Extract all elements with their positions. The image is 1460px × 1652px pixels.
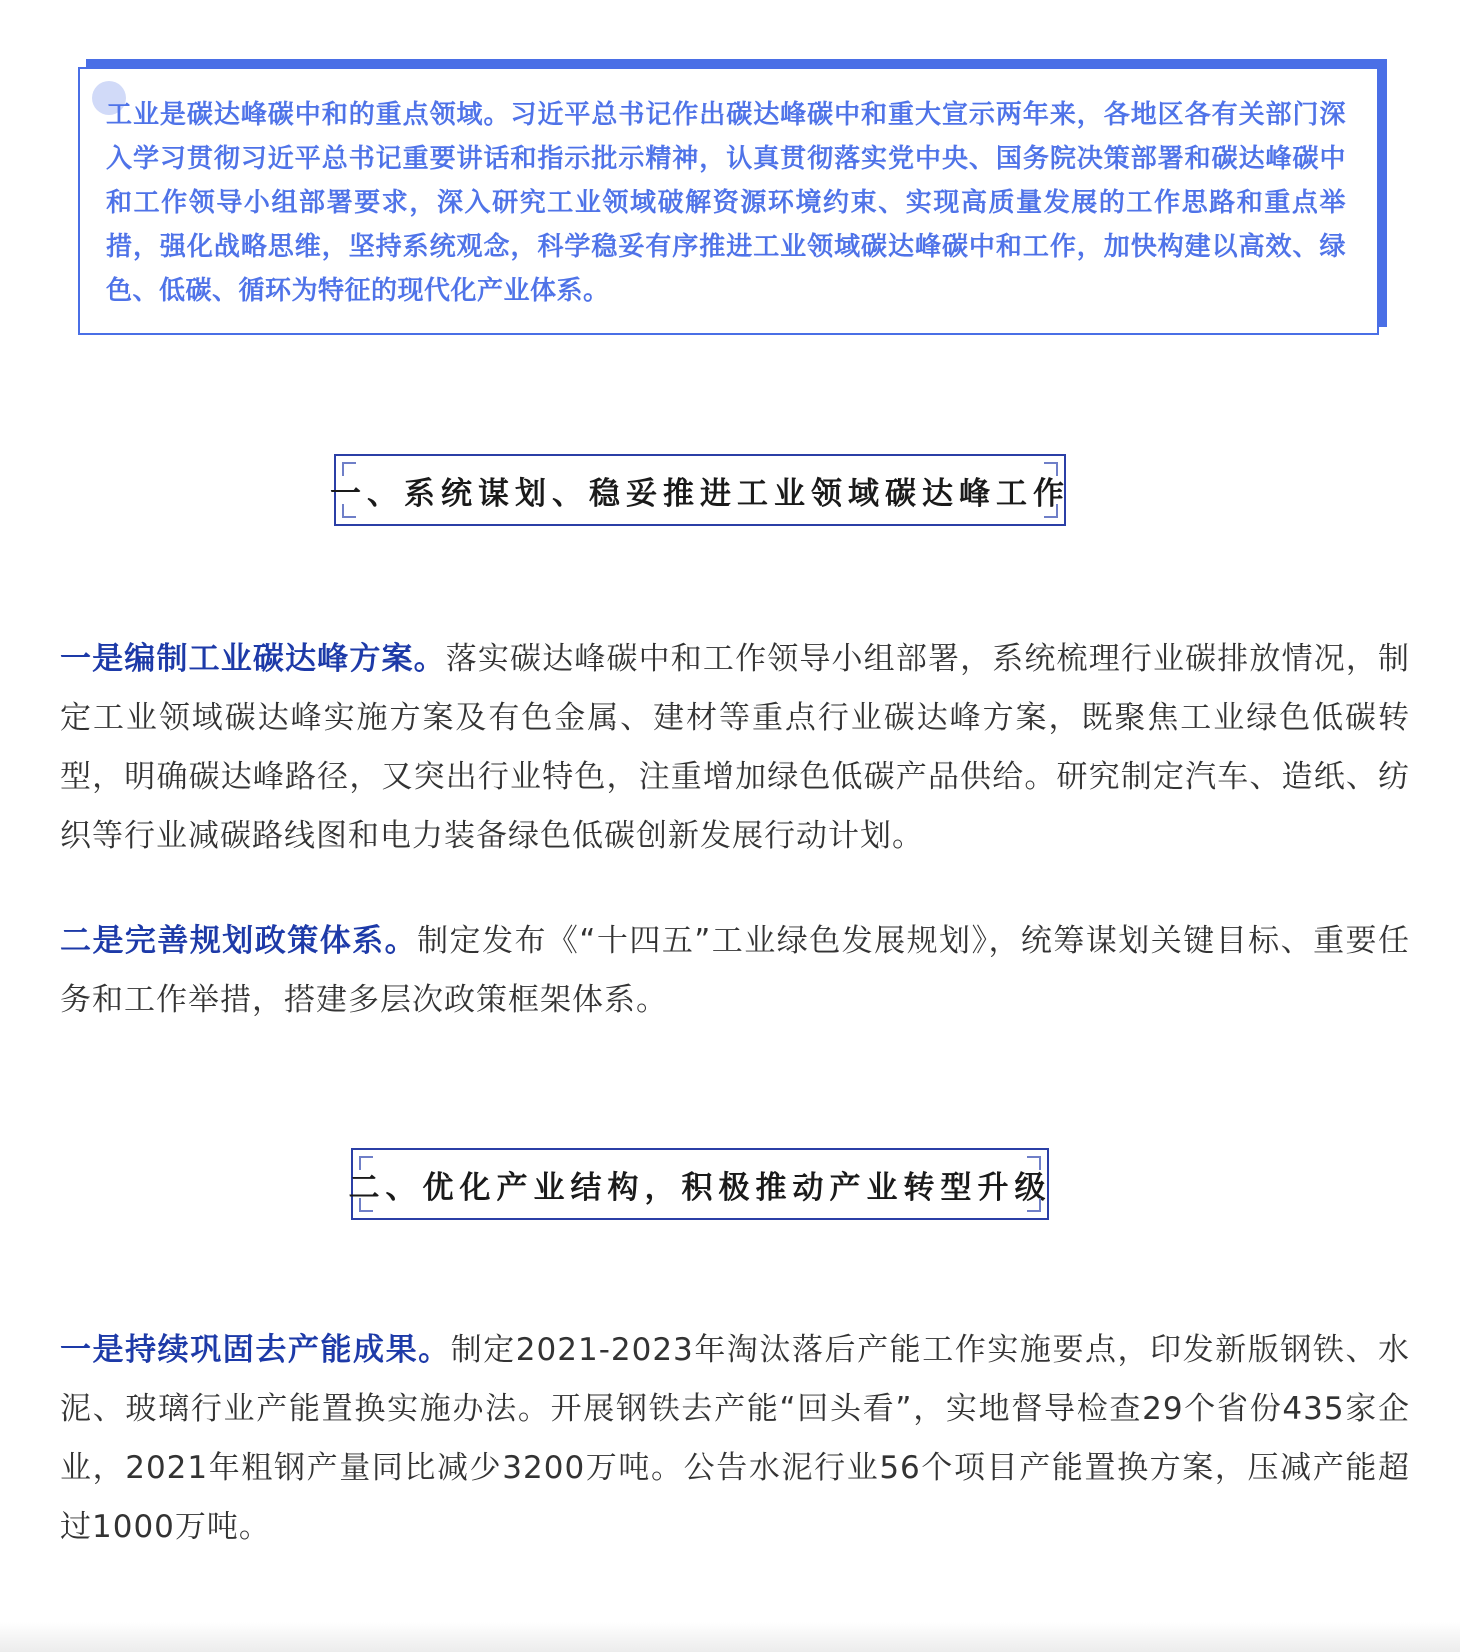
corner-bracket-icon (359, 1198, 373, 1212)
corner-bracket-icon (342, 504, 356, 518)
corner-bracket-icon (342, 462, 356, 476)
section-heading-text: 一、系统谋划、稳妥推进工业领域碳达峰工作 (330, 475, 1070, 512)
corner-bracket-icon (1044, 504, 1058, 518)
corner-bracket-icon (359, 1156, 373, 1170)
paragraph (60, 630, 1410, 866)
section-heading-1 (330, 454, 1070, 526)
paragraph-lead: 二是完善规划政策体系。 (60, 923, 418, 959)
corner-bracket-icon (1044, 462, 1058, 476)
corner-bracket-icon (1027, 1198, 1041, 1212)
paragraph-body: 制定2021-2023年淘汰落后产能工作实施要点，印发新版钢铁、水泥、玻璃行业产能置换实施办法。开展钢铁去产能“回头看”，实地督导检查29个省份435家企业，2021年粗钢产量同比减少3200万吨。公告水泥行业56个项目产能置换方案，压减产能超过1000万吨。 (60, 1332, 1411, 1545)
paragraph (60, 912, 1410, 1030)
paragraph-lead: 一是持续巩固去产能成果。 (60, 1332, 451, 1368)
section-heading-text: 二、优化产业结构，积极推动产业转型升级 (348, 1169, 1052, 1206)
corner-bracket-icon (1027, 1156, 1041, 1170)
section-heading-2 (348, 1148, 1052, 1220)
paragraph-body: 制定发布《“十四五”工业绿色发展规划》，统筹谋划关键目标、重要任务和工作举措，搭建多层次政策框架体系。 (60, 923, 1410, 1018)
paragraph-body: 落实碳达峰碳中和工作领导小组部署，系统梳理行业碳排放情况，制定工业领域碳达峰实施方案及有色金属、建材等重点行业碳达峰方案，既聚焦工业绿色低碳转型，明确碳达峰路径，又突出行业特色，注重增加绿色低碳产品供给。研究制定汽车、造纸、纺织等行业减碳路线图和电力装备绿色低碳创新发展行动计划。 (60, 641, 1411, 854)
bottom-fade (0, 1622, 1460, 1652)
intro-text: 工业是碳达峰碳中和的重点领域。习近平总书记作出碳达峰碳中和重大宣示两年来，各地区各有关部门深入学习贯彻习近平总书记重要讲话和指示批示精神，认真贯彻落实党中央、国务院决策部署和碳达峰碳中和工作领导小组部署要求，深入研究工业领域破解资源环境约束、实现高质量发展的工作思路和重点举措，强化战略思维，坚持系统观念，科学稳妥有序推进工业领域碳达峰碳中和工作，加快构建以高效、绿色、低碳、循环为特征的现代化产业体系。 (106, 100, 1346, 306)
paragraph (60, 1321, 1410, 1557)
paragraph-lead: 一是编制工业碳达峰方案。 (60, 641, 446, 677)
intro-box (78, 67, 1379, 335)
